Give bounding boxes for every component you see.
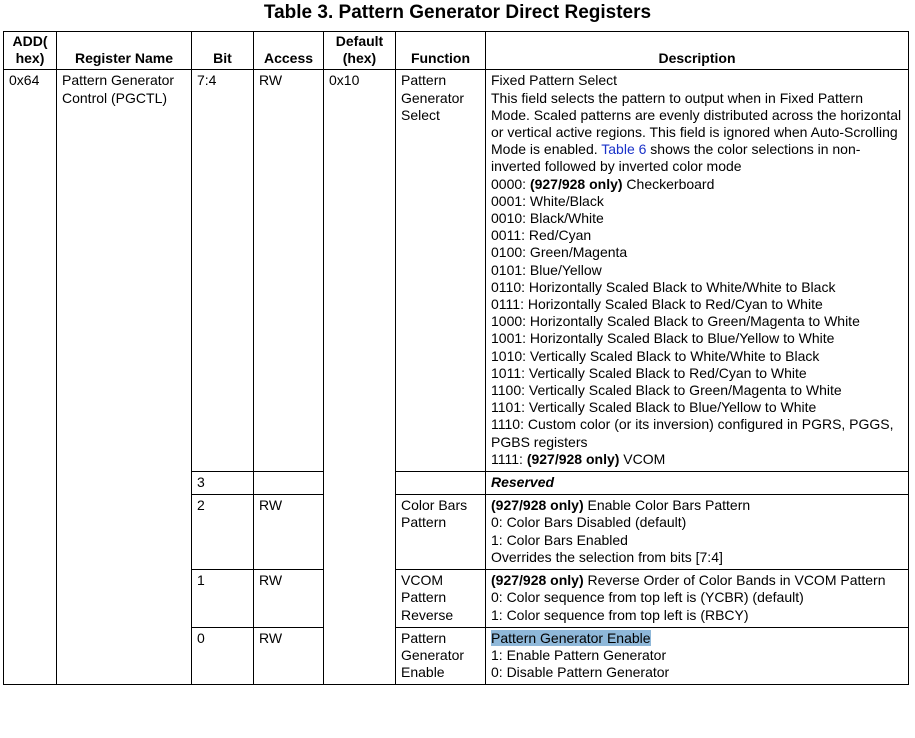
- option-item: 1010: Vertically Scaled Black to White/White to Black: [491, 347, 820, 364]
- cell-access: RW: [254, 627, 324, 685]
- option-item: 0010: Black/White: [491, 210, 604, 227]
- header-register-name: Register Name: [57, 32, 192, 70]
- option-item: 1101: Vertically Scaled Black to Blue/Yellow to White: [491, 399, 817, 416]
- option-item: 1001: Horizontally Scaled Black to Blue/Yellow to White: [491, 330, 835, 347]
- option-1111: 1111: (927/928 only) VCOM: [491, 450, 666, 467]
- desc-title: Fixed Pattern Select: [491, 72, 618, 89]
- cell-default: 0x10: [324, 70, 396, 685]
- cell-description: [486, 627, 909, 685]
- cell-function: VCOM Pattern Reverse: [396, 570, 486, 628]
- cell-function: Pattern Generator Enable: [396, 627, 486, 685]
- table-6-link[interactable]: Table 6: [601, 141, 647, 158]
- desc-first-line: [491, 630, 904, 647]
- desc-line: 0: Color sequence from top left is (YCBR) (default): [491, 589, 804, 606]
- header-bit: Bit: [192, 32, 254, 70]
- table-row: [4, 70, 909, 472]
- desc-line: 1: Enable Pattern Generator: [491, 646, 667, 663]
- option-item: 1000: Horizontally Scaled Black to Green/Magenta to White: [491, 313, 860, 330]
- header-access: Access: [254, 32, 324, 70]
- option-item: 0001: White/Black: [491, 192, 604, 209]
- cell-function: [396, 472, 486, 495]
- desc-line: 1: Color sequence from top left is (RBCY): [491, 606, 749, 623]
- desc-first-line: (927/928 only) Enable Color Bars Pattern: [491, 497, 751, 514]
- option-item: 0011: Red/Cyan: [491, 227, 592, 244]
- cell-function: Pattern Generator Select: [396, 70, 486, 472]
- cell-bit: 1: [192, 570, 254, 628]
- option-item: 0110: Horizontally Scaled Black to White/White to Black: [491, 278, 836, 295]
- cell-bit: 2: [192, 495, 254, 570]
- cell-access: RW: [254, 70, 324, 472]
- desc-line: 1: Color Bars Enabled: [491, 531, 628, 548]
- option-item: 0111: Horizontally Scaled Black to Red/Cyan to White: [491, 296, 823, 313]
- reserved-label: Reserved: [491, 474, 555, 491]
- header-function: Function: [396, 32, 486, 70]
- desc-line: Overrides the selection from bits [7:4]: [491, 548, 723, 565]
- option-item: 1100: Vertically Scaled Black to Green/Magenta to White: [491, 382, 842, 399]
- cell-description: [486, 70, 909, 472]
- cell-address: 0x64: [4, 70, 57, 685]
- desc-first-line: (927/928 only) Reverse Order of Color Bands in VCOM Pattern: [491, 572, 886, 589]
- desc-line: 0: Disable Pattern Generator: [491, 664, 670, 681]
- cell-bit: 7:4: [192, 70, 254, 472]
- option-item: 1011: Vertically Scaled Black to Red/Cyan to White: [491, 364, 807, 381]
- header-address: ADD( hex): [4, 32, 57, 70]
- desc-intro: This field selects the pattern to output when in Fixed Pattern Mode. Scaled patterns are evenly distributed across the horizontal or vertical active regions. This field is ignored when Auto-Scrolling Mode is enabled. Table 6 shows the color selections in non-inverted followed by inverted color mode: [491, 89, 902, 175]
- pattern-generator-registers-table: [3, 31, 909, 685]
- desc-line: 0: Color Bars Disabled (default): [491, 514, 687, 531]
- cell-bit: 0: [192, 627, 254, 685]
- header-default: Default (hex): [324, 32, 396, 70]
- cell-bit: 3: [192, 472, 254, 495]
- option-item: 0101: Blue/Yellow: [491, 261, 602, 278]
- cell-description: [486, 495, 909, 570]
- cell-function: Color Bars Pattern: [396, 495, 486, 570]
- cell-register-name: Pattern Generator Control (PGCTL): [57, 70, 192, 685]
- option-item: 0100: Green/Magenta: [491, 244, 628, 261]
- cell-access: [254, 472, 324, 495]
- table-caption: Table 3. Pattern Generator Direct Registers: [263, 2, 652, 23]
- option-0000: 0000: (927/928 only) Checkerboard: [491, 175, 715, 192]
- option-item: 1110: Custom color (or its inversion) configured in PGRS, PGGS, PGBS registers: [491, 416, 894, 450]
- header-row: [4, 32, 909, 70]
- cell-access: RW: [254, 570, 324, 628]
- header-description: Description: [486, 32, 909, 70]
- selected-text-highlight[interactable]: Pattern Generator Enable: [491, 629, 651, 646]
- option-list: [491, 193, 904, 451]
- cell-description: [486, 570, 909, 628]
- cell-access: RW: [254, 495, 324, 570]
- cell-description: [486, 472, 909, 495]
